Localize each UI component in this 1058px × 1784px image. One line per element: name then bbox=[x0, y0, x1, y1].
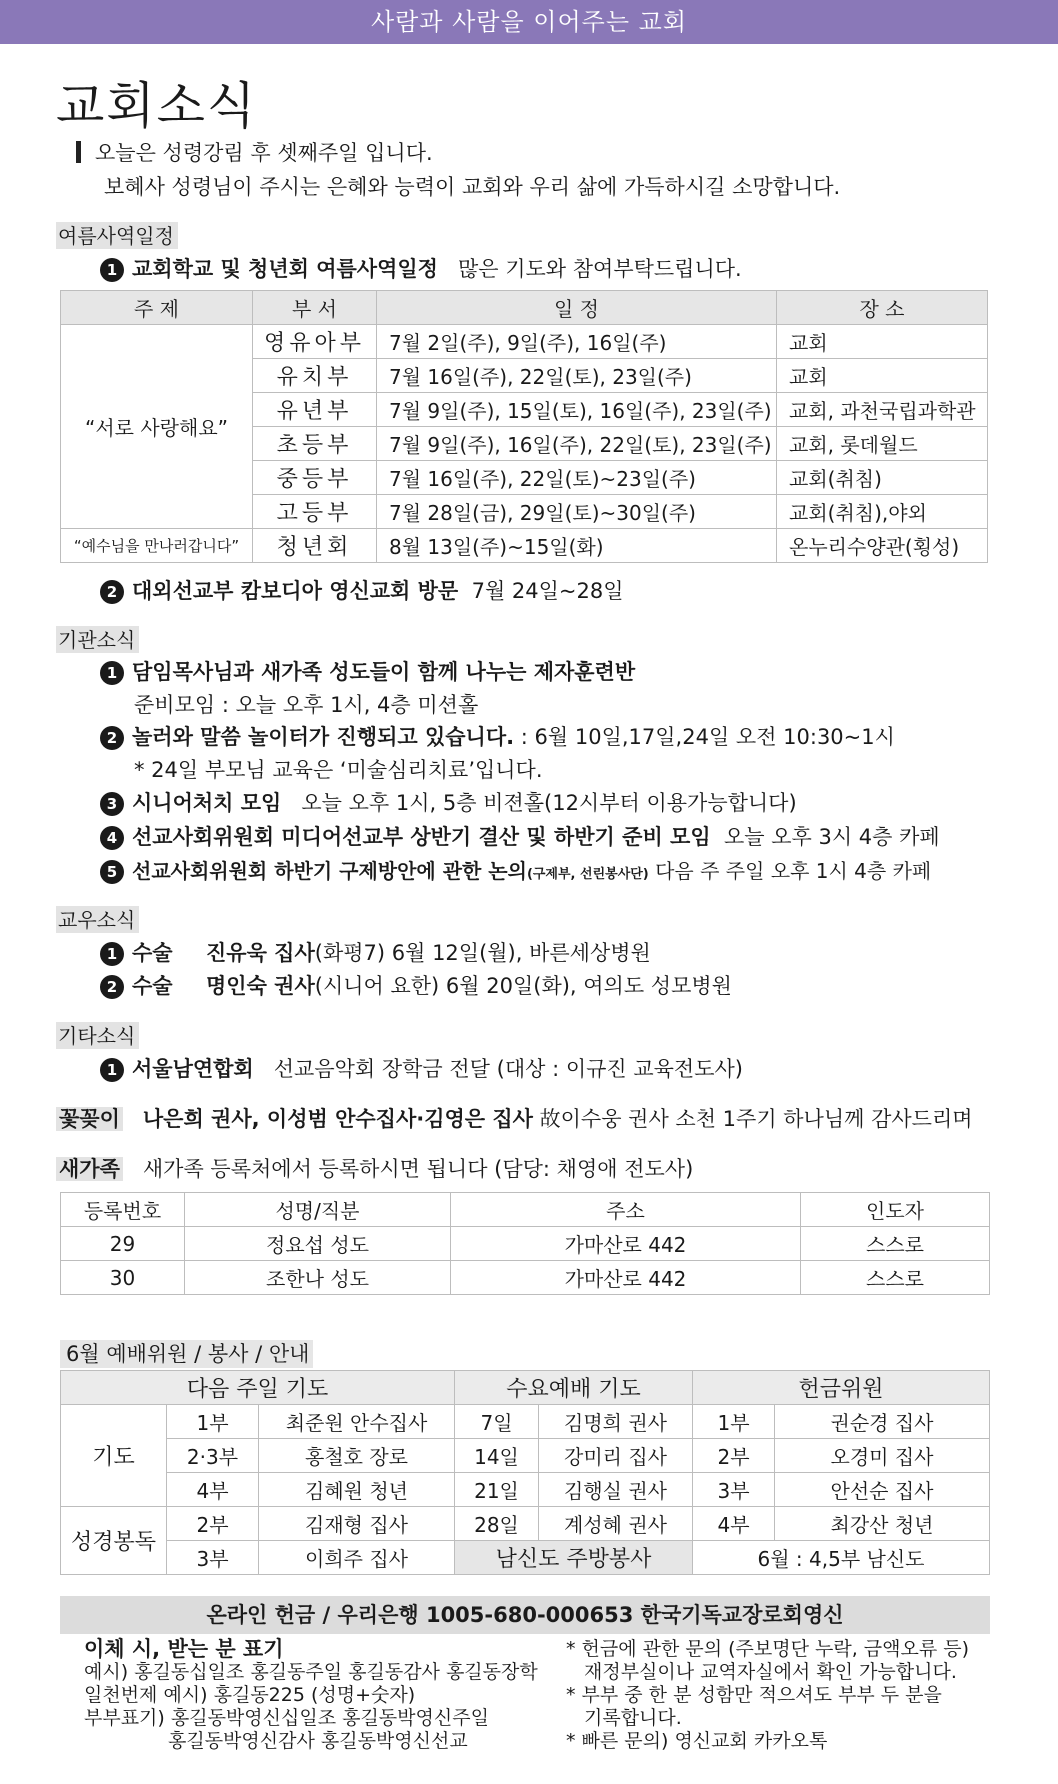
agency-item1 bbox=[100, 657, 635, 687]
agency-item3-rest: 오늘 오후 1시, 5층 비젼홀(12시부터 이용가능합니다) bbox=[301, 791, 797, 815]
ofs-cell: 3부 bbox=[693, 1473, 775, 1507]
worship-title: 6월 예배위원 / 봉사 / 안내 bbox=[60, 1340, 313, 1368]
flowers-rest: 故이수웅 권사 소천 1주기 하나님께 감사드리며 bbox=[539, 1107, 973, 1131]
other-heading: 기타소식 bbox=[56, 1022, 139, 1049]
name-cell: 조한나 성도 bbox=[185, 1261, 451, 1295]
agency-item1-bold: 담임목사님과 새가족 성도들이 함께 나누는 제자훈련반 bbox=[132, 660, 636, 684]
note-line: * 부부 중 한 분 성함만 적으셔도 부부 두 분을 bbox=[566, 1684, 942, 1706]
col-header-theme: 주 제 bbox=[61, 291, 253, 325]
newfamily-text: 새가족 등록처에서 등록하시면 됩니다 (담당: 채영애 전도사) bbox=[142, 1157, 694, 1181]
agency-item2 bbox=[100, 722, 895, 752]
addr-cell: 가마산로 442 bbox=[451, 1227, 801, 1261]
person-cell: 최준원 안수집사 bbox=[259, 1405, 455, 1439]
wperson-cell: 강미리 집사 bbox=[539, 1439, 693, 1473]
agency-item5-rest: 다음 주 주일 오후 1시 4층 카페 bbox=[655, 859, 932, 883]
date-cell: 7월 9일(주), 15일(토), 16일(주), 23일(주) bbox=[377, 393, 777, 427]
dept-cell: 청년회 bbox=[253, 529, 377, 563]
page-title: 교회소식 bbox=[56, 77, 258, 135]
agency-item2-sub: * 24일 부모님 교육은 ‘미술심리치료’입니다. bbox=[134, 758, 543, 782]
summer-item1 bbox=[100, 254, 742, 284]
place-cell: 온누리수양관(횡성) bbox=[777, 529, 988, 563]
place-cell: 교회(취침),야외 bbox=[777, 495, 988, 529]
ofs-cell: 2부 bbox=[693, 1439, 775, 1473]
date-cell: 7월 16일(주), 22일(토), 23일(주) bbox=[377, 359, 777, 393]
flowers-label: 꽃꽂이 bbox=[56, 1107, 123, 1131]
note-line: 부부표기) 홍길동박영신십일조 홍길동박영신주일 bbox=[84, 1707, 489, 1729]
addr-cell: 가마산로 442 bbox=[451, 1261, 801, 1295]
wperson-cell: 김행실 권사 bbox=[539, 1473, 693, 1507]
col-header-addr: 주소 bbox=[451, 1193, 801, 1227]
online-left-notes bbox=[84, 1638, 538, 1753]
agency-heading: 기관소식 bbox=[56, 626, 139, 653]
svc-cell: 4부 bbox=[167, 1473, 259, 1507]
members-row1 bbox=[100, 938, 651, 968]
ofs-cell: 4부 bbox=[693, 1507, 775, 1541]
members-row1-label: 수술 bbox=[132, 941, 173, 965]
note-line: 예시) 홍길동십일조 홍길동주일 홍길동감사 홍길동장학 bbox=[84, 1661, 538, 1683]
person-cell: 홍철호 장로 bbox=[259, 1439, 455, 1473]
agency-item3-bold: 시니어처치 모임 bbox=[132, 791, 282, 815]
members-row1-rest: (화평7) 6월 12일(월), 바른세상병원 bbox=[314, 941, 651, 965]
members-row1-name: 진유욱 집사 bbox=[206, 941, 315, 965]
no-cell: 30 bbox=[61, 1261, 185, 1295]
newfamily-line bbox=[56, 1154, 693, 1184]
summer-item2-rest: 7월 24일~28일 bbox=[471, 579, 624, 603]
no-cell: 29 bbox=[61, 1227, 185, 1261]
members-row2 bbox=[100, 971, 732, 1001]
note-line: 홍길동박영신감사 홍길동박영신선교 bbox=[168, 1730, 468, 1752]
intro bbox=[76, 136, 840, 204]
col-header-name: 성명/직분 bbox=[185, 1193, 451, 1227]
agency-item2-bold: 놀러와 말씀 놀이터가 진행되고 있습니다. bbox=[132, 725, 515, 749]
summer-heading: 여름사역일정 bbox=[56, 222, 178, 249]
summer-item2-bold: 대외선교부 캄보디아 영신교회 방문 bbox=[132, 579, 459, 603]
svc-cell: 2·3부 bbox=[167, 1439, 259, 1473]
members-row2-label: 수술 bbox=[132, 974, 173, 998]
ofp-cell: 오경미 집사 bbox=[775, 1439, 990, 1473]
note-line: 기록합니다. bbox=[584, 1707, 682, 1729]
note-line: * 헌금에 관한 문의 (주보명단 누락, 금액오류 등) bbox=[566, 1638, 970, 1660]
svc-cell: 3부 bbox=[167, 1541, 259, 1575]
newfamily-label: 새가족 bbox=[56, 1157, 123, 1181]
person-cell: 김혜원 청년 bbox=[259, 1473, 455, 1507]
num-badge: 5 bbox=[100, 860, 124, 884]
agency-item4-rest: 오늘 오후 3시 4층 카페 bbox=[723, 825, 940, 849]
wdate-cell: 14일 bbox=[455, 1439, 539, 1473]
col-header-date: 일 정 bbox=[377, 291, 777, 325]
num-badge: 2 bbox=[100, 726, 124, 750]
num-badge: 2 bbox=[100, 580, 124, 604]
label-prayer: 기도 bbox=[61, 1405, 167, 1507]
num-badge: 4 bbox=[100, 826, 124, 850]
other-item-rest: 선교음악회 장학금 전달 (대상 : 이규진 교육전도사) bbox=[273, 1057, 743, 1081]
person-cell: 김재형 집사 bbox=[259, 1507, 455, 1541]
label-bible: 성경봉독 bbox=[61, 1507, 167, 1575]
col-header-guide: 인도자 bbox=[801, 1193, 990, 1227]
place-cell: 교회, 과천국립과학관 bbox=[777, 393, 988, 427]
ofs-cell: 1부 bbox=[693, 1405, 775, 1439]
summer-item1-rest: 많은 기도와 참여부탁드립니다. bbox=[457, 257, 742, 281]
dept-cell: 고등부 bbox=[253, 495, 377, 529]
kitchen-info-cell: 6월 : 4,5부 남신도 bbox=[693, 1541, 990, 1575]
col-header-dept: 부 서 bbox=[253, 291, 377, 325]
col-header-place: 장 소 bbox=[777, 291, 988, 325]
date-cell: 8월 13일(주)~15일(화) bbox=[377, 529, 777, 563]
note-line: * 빠른 문의) 영신교회 카카오톡 bbox=[566, 1730, 828, 1752]
theme-cell: “예수님을 만나러갑니다” bbox=[61, 529, 253, 563]
newfamily-table bbox=[60, 1192, 990, 1295]
num-badge: 1 bbox=[100, 1058, 124, 1082]
online-right-notes bbox=[566, 1638, 969, 1753]
intro-line2: 보혜사 성령님이 주시는 은혜와 능력이 교회와 우리 삶에 가득하시길 소망합니다. bbox=[104, 175, 841, 199]
wdate-cell: 7일 bbox=[455, 1405, 539, 1439]
agency-item5-bold: 선교사회위원회 하반기 구제방안에 관한 논의 bbox=[132, 859, 527, 883]
col-header-no: 등록번호 bbox=[61, 1193, 185, 1227]
agency-item2-rest: : 6월 10일,17일,24일 오전 10:30~1시 bbox=[520, 725, 895, 749]
svc-cell: 1부 bbox=[167, 1405, 259, 1439]
summer-item2 bbox=[100, 576, 624, 606]
note-line: 일천번제 예시) 홍길동225 (성명+숫자) bbox=[84, 1684, 416, 1706]
col-header-wednesday: 수요예배 기도 bbox=[455, 1371, 693, 1405]
person-cell: 이희주 집사 bbox=[259, 1541, 455, 1575]
wdate-cell: 21일 bbox=[455, 1473, 539, 1507]
dept-cell: 중등부 bbox=[253, 461, 377, 495]
dept-cell: 유치부 bbox=[253, 359, 377, 393]
date-cell: 7월 16일(주), 22일(토)~23일(주) bbox=[377, 461, 777, 495]
num-badge: 2 bbox=[100, 975, 124, 999]
online-offering-banner: 온라인 헌금 / 우리은행 1005-680-000653 한국기독교장로회영신 bbox=[60, 1596, 990, 1634]
num-badge: 3 bbox=[100, 792, 124, 816]
ofp-cell: 최강산 청년 bbox=[775, 1507, 990, 1541]
wperson-cell: 김명희 권사 bbox=[539, 1405, 693, 1439]
members-row2-rest: (시니어 요한) 6월 20일(화), 여의도 성모병원 bbox=[314, 974, 732, 998]
num-badge: 1 bbox=[100, 942, 124, 966]
other-item-bold: 서울남연합회 bbox=[132, 1057, 254, 1081]
agency-item4 bbox=[100, 822, 940, 852]
svc-cell: 2부 bbox=[167, 1507, 259, 1541]
dept-cell: 영유아부 bbox=[253, 325, 377, 359]
summer-schedule-table bbox=[60, 290, 988, 563]
wdate-cell: 28일 bbox=[455, 1507, 539, 1541]
theme-cell: “서로 사랑해요” bbox=[61, 325, 253, 529]
num-badge: 1 bbox=[100, 258, 124, 282]
dept-cell: 유년부 bbox=[253, 393, 377, 427]
dept-cell: 초등부 bbox=[253, 427, 377, 461]
date-cell: 7월 28일(금), 29일(토)~30일(주) bbox=[377, 495, 777, 529]
place-cell: 교회 bbox=[777, 359, 988, 393]
col-header-sunday: 다음 주일 기도 bbox=[61, 1371, 455, 1405]
intro-line1: 오늘은 성령강림 후 셋째주일 입니다. bbox=[95, 141, 433, 165]
worship-table bbox=[60, 1370, 990, 1575]
kitchen-cell: 남신도 주방봉사 bbox=[455, 1541, 693, 1575]
guide-cell: 스스로 bbox=[801, 1261, 990, 1295]
intro-bar bbox=[76, 141, 81, 163]
members-heading: 교우소식 bbox=[56, 906, 139, 933]
note-line: 이체 시, 받는 분 표기 bbox=[84, 1637, 284, 1661]
col-header-offering: 헌금위원 bbox=[693, 1371, 990, 1405]
place-cell: 교회(취침) bbox=[777, 461, 988, 495]
summer-item1-bold: 교회학교 및 청년회 여름사역일정 bbox=[132, 257, 438, 281]
other-item bbox=[100, 1054, 743, 1084]
wperson-cell: 계성혜 권사 bbox=[539, 1507, 693, 1541]
flowers-line bbox=[56, 1104, 973, 1134]
place-cell: 교회 bbox=[777, 325, 988, 359]
note-line: 재정부실이나 교역자실에서 확인 가능합니다. bbox=[584, 1661, 957, 1683]
num-badge: 1 bbox=[100, 661, 124, 685]
name-cell: 정요섭 성도 bbox=[185, 1227, 451, 1261]
agency-item5 bbox=[100, 856, 931, 890]
place-cell: 교회, 롯데월드 bbox=[777, 427, 988, 461]
agency-item3 bbox=[100, 788, 797, 818]
date-cell: 7월 2일(주), 9일(주), 16일(주) bbox=[377, 325, 777, 359]
agency-item1-sub: 준비모임 : 오늘 오후 1시, 4층 미션홀 bbox=[134, 693, 479, 717]
ofp-cell: 권순경 집사 bbox=[775, 1405, 990, 1439]
header-banner: 사람과 사람을 이어주는 교회 bbox=[0, 0, 1058, 44]
guide-cell: 스스로 bbox=[801, 1227, 990, 1261]
flowers-bold: 나은희 권사, 이성범 안수집사·김영은 집사 bbox=[142, 1107, 533, 1131]
agency-item5-small: (구제부, 선린봉사단) bbox=[526, 867, 649, 882]
ofp-cell: 안선순 집사 bbox=[775, 1473, 990, 1507]
agency-item4-bold: 선교사회위원회 미디어선교부 상반기 결산 및 하반기 준비 모임 bbox=[132, 825, 711, 849]
date-cell: 7월 9일(주), 16일(주), 22일(토), 23일(주) bbox=[377, 427, 777, 461]
members-row2-name: 명인숙 권사 bbox=[206, 974, 315, 998]
